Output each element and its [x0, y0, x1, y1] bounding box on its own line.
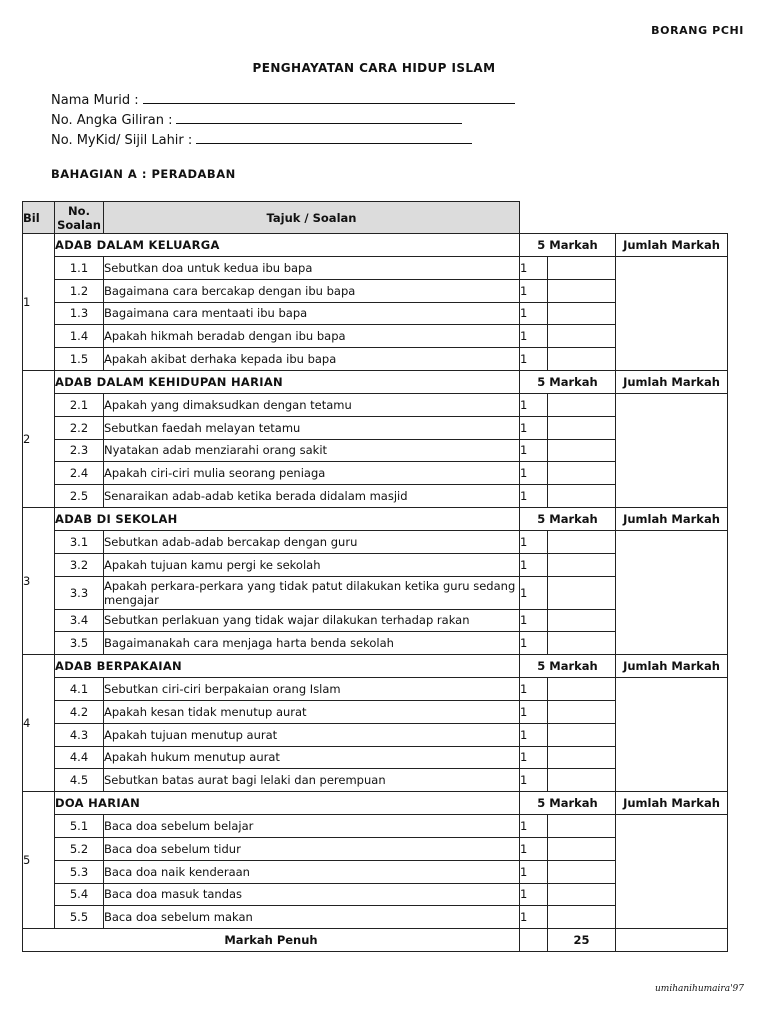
total-value: 25 — [548, 929, 616, 952]
score-box[interactable] — [548, 485, 616, 508]
question-number: 1.1 — [55, 257, 104, 280]
question-number: 1.3 — [55, 302, 104, 325]
section-heading: BAHAGIAN A : PERADABAN — [51, 167, 236, 181]
question-mark: 1 — [520, 553, 548, 576]
question-number: 3.2 — [55, 553, 104, 576]
score-box[interactable] — [548, 906, 616, 929]
section-total-box[interactable] — [616, 678, 728, 792]
question-text: Sebutkan adab-adab bercakap dengan guru — [104, 530, 520, 553]
question-text: Apakah tujuan kamu pergi ke sekolah — [104, 553, 520, 576]
header-blank — [520, 202, 728, 234]
score-box[interactable] — [548, 553, 616, 576]
score-box[interactable] — [548, 302, 616, 325]
question-text: Apakah hikmah beradab dengan ibu bapa — [104, 325, 520, 348]
header-tajuk: Tajuk / Soalan — [104, 202, 520, 234]
mykid-field — [51, 130, 515, 150]
question-text: Baca doa masuk tandas — [104, 883, 520, 906]
question-mark: 1 — [520, 485, 548, 508]
section-markah: 5 Markah — [520, 370, 616, 393]
score-box[interactable] — [548, 416, 616, 439]
section-markah: 5 Markah — [520, 792, 616, 815]
total-blank — [520, 929, 548, 952]
question-number: 1.4 — [55, 325, 104, 348]
mykid-line[interactable] — [196, 130, 472, 144]
score-box[interactable] — [548, 883, 616, 906]
section-row — [23, 792, 728, 815]
question-number: 2.3 — [55, 439, 104, 462]
student-info-fields — [51, 90, 515, 150]
score-box[interactable] — [548, 700, 616, 723]
section-row — [23, 370, 728, 393]
table-header-row — [23, 202, 728, 234]
question-text: Sebutkan doa untuk kedua ibu bapa — [104, 257, 520, 280]
question-number: 1.2 — [55, 279, 104, 302]
section-bil: 3 — [23, 507, 55, 654]
score-box[interactable] — [548, 769, 616, 792]
question-row — [23, 678, 728, 701]
section-markah: 5 Markah — [520, 234, 616, 257]
question-mark: 1 — [520, 860, 548, 883]
table-body — [23, 234, 728, 952]
question-text: Bagaimana cara bercakap dengan ibu bapa — [104, 279, 520, 302]
question-number: 3.3 — [55, 576, 104, 609]
question-mark: 1 — [520, 325, 548, 348]
roll-number-field — [51, 110, 515, 130]
question-text: Sebutkan batas aurat bagi lelaki dan perempuan — [104, 769, 520, 792]
question-mark: 1 — [520, 439, 548, 462]
header-soalan: Soalan — [57, 217, 101, 232]
section-title: ADAB DI SEKOLAH — [55, 507, 520, 530]
score-box[interactable] — [548, 279, 616, 302]
form-code: BORANG PCHI — [651, 24, 744, 37]
question-text: Senaraikan adab-adab ketika berada didalam masjid — [104, 485, 520, 508]
question-text: Bagaimana cara mentaati ibu bapa — [104, 302, 520, 325]
question-number: 5.3 — [55, 860, 104, 883]
question-text: Baca doa naik kenderaan — [104, 860, 520, 883]
question-number: 4.3 — [55, 723, 104, 746]
question-mark: 1 — [520, 837, 548, 860]
question-row — [23, 393, 728, 416]
section-jumlah-label: Jumlah Markah — [616, 234, 728, 257]
score-box[interactable] — [548, 530, 616, 553]
question-text: Apakah kesan tidak menutup aurat — [104, 700, 520, 723]
score-box[interactable] — [548, 723, 616, 746]
question-row — [23, 815, 728, 838]
header-no: No. — [68, 203, 90, 218]
question-number: 3.4 — [55, 609, 104, 632]
question-mark: 1 — [520, 769, 548, 792]
document-title: PENGHAYATAN CARA HIDUP ISLAM — [252, 61, 496, 75]
question-number: 4.5 — [55, 769, 104, 792]
mykid-label: No. MyKid/ Sijil Lahir : — [51, 133, 193, 148]
section-bil: 4 — [23, 655, 55, 792]
question-number: 3.5 — [55, 632, 104, 655]
question-number: 3.1 — [55, 530, 104, 553]
total-label: Markah Penuh — [23, 929, 520, 952]
question-mark: 1 — [520, 279, 548, 302]
section-total-box[interactable] — [616, 815, 728, 929]
section-bil: 1 — [23, 234, 55, 371]
section-jumlah-label: Jumlah Markah — [616, 655, 728, 678]
question-text: Sebutkan perlakuan yang tidak wajar dilakukan terhadap rakan — [104, 609, 520, 632]
question-mark: 1 — [520, 416, 548, 439]
score-box[interactable] — [548, 393, 616, 416]
score-box[interactable] — [548, 462, 616, 485]
question-number: 1.5 — [55, 348, 104, 371]
student-name-field — [51, 90, 515, 110]
question-number: 2.1 — [55, 393, 104, 416]
header-bil: Bil — [23, 202, 55, 234]
score-box[interactable] — [548, 348, 616, 371]
question-mark: 1 — [520, 883, 548, 906]
section-title: ADAB DALAM KELUARGA — [55, 234, 520, 257]
question-number: 2.2 — [55, 416, 104, 439]
section-jumlah-label: Jumlah Markah — [616, 370, 728, 393]
section-markah: 5 Markah — [520, 507, 616, 530]
section-total-box[interactable] — [616, 530, 728, 654]
question-number: 5.1 — [55, 815, 104, 838]
question-text: Baca doa sebelum belajar — [104, 815, 520, 838]
question-mark: 1 — [520, 678, 548, 701]
section-title: ADAB DALAM KEHIDUPAN HARIAN — [55, 370, 520, 393]
question-number: 4.4 — [55, 746, 104, 769]
roll-number-line[interactable] — [176, 110, 462, 124]
question-mark: 1 — [520, 632, 548, 655]
score-box[interactable] — [548, 609, 616, 632]
score-box[interactable] — [548, 815, 616, 838]
question-text: Baca doa sebelum tidur — [104, 837, 520, 860]
score-box[interactable] — [548, 837, 616, 860]
question-mark: 1 — [520, 462, 548, 485]
student-name-label: Nama Murid : — [51, 93, 139, 108]
total-row — [23, 929, 728, 952]
question-text: Sebutkan ciri-ciri berpakaian orang Islam — [104, 678, 520, 701]
question-text: Apakah yang dimaksudkan dengan tetamu — [104, 393, 520, 416]
section-title: ADAB BERPAKAIAN — [55, 655, 520, 678]
section-row — [23, 655, 728, 678]
question-text: Apakah akibat derhaka kepada ibu bapa — [104, 348, 520, 371]
score-box[interactable] — [548, 746, 616, 769]
question-text: Nyatakan adab menziarahi orang sakit — [104, 439, 520, 462]
question-number: 2.4 — [55, 462, 104, 485]
section-bil: 5 — [23, 792, 55, 929]
section-row — [23, 234, 728, 257]
assessment-table — [22, 201, 728, 952]
question-mark: 1 — [520, 746, 548, 769]
section-row — [23, 507, 728, 530]
question-mark: 1 — [520, 393, 548, 416]
question-text: Apakah tujuan menutup aurat — [104, 723, 520, 746]
signature: umihanihumaira'97 — [654, 984, 744, 994]
score-box[interactable] — [548, 439, 616, 462]
score-box[interactable] — [548, 632, 616, 655]
section-markah: 5 Markah — [520, 655, 616, 678]
question-mark: 1 — [520, 906, 548, 929]
score-box[interactable] — [548, 678, 616, 701]
score-box[interactable] — [548, 860, 616, 883]
section-jumlah-label: Jumlah Markah — [616, 792, 728, 815]
total-score-box[interactable] — [616, 929, 728, 952]
question-mark: 1 — [520, 302, 548, 325]
question-number: 5.5 — [55, 906, 104, 929]
question-text: Baca doa sebelum makan — [104, 906, 520, 929]
question-row — [23, 257, 728, 280]
question-row — [23, 530, 728, 553]
question-number: 4.1 — [55, 678, 104, 701]
question-mark: 1 — [520, 609, 548, 632]
question-mark: 1 — [520, 815, 548, 838]
question-number: 2.5 — [55, 485, 104, 508]
question-text: Apakah hukum menutup aurat — [104, 746, 520, 769]
question-mark: 1 — [520, 700, 548, 723]
score-box[interactable] — [548, 257, 616, 280]
section-bil: 2 — [23, 370, 55, 507]
roll-number-label: No. Angka Giliran : — [51, 113, 173, 128]
question-number: 5.2 — [55, 837, 104, 860]
header-no-soalan — [55, 202, 104, 234]
question-number: 4.2 — [55, 700, 104, 723]
section-title: DOA HARIAN — [55, 792, 520, 815]
score-box[interactable] — [548, 576, 616, 609]
question-text: Apakah perkara-perkara yang tidak patut dilakukan ketika guru sedang mengajar — [104, 576, 520, 609]
score-box[interactable] — [548, 325, 616, 348]
student-name-line[interactable] — [143, 90, 515, 104]
question-mark: 1 — [520, 576, 548, 609]
question-number: 5.4 — [55, 883, 104, 906]
question-text: Bagaimanakah cara menjaga harta benda sekolah — [104, 632, 520, 655]
question-mark: 1 — [520, 348, 548, 371]
question-mark: 1 — [520, 530, 548, 553]
section-jumlah-label: Jumlah Markah — [616, 507, 728, 530]
question-text: Sebutkan faedah melayan tetamu — [104, 416, 520, 439]
question-mark: 1 — [520, 723, 548, 746]
question-mark: 1 — [520, 257, 548, 280]
section-total-box[interactable] — [616, 257, 728, 371]
section-total-box[interactable] — [616, 393, 728, 507]
question-text: Apakah ciri-ciri mulia seorang peniaga — [104, 462, 520, 485]
